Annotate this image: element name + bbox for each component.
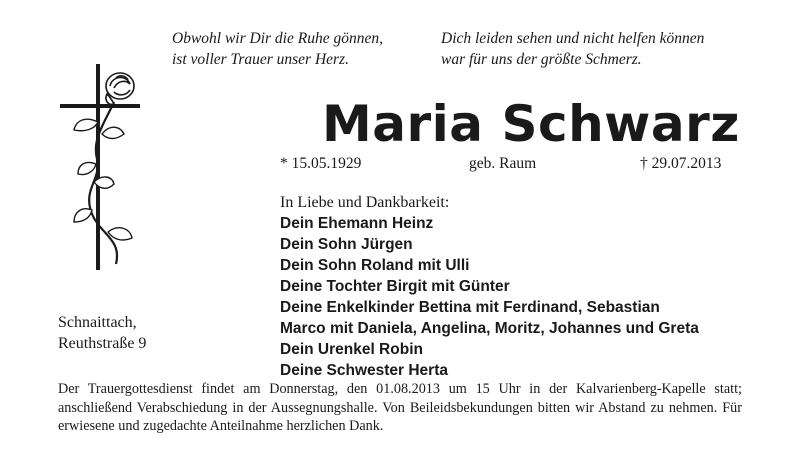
- mourner-line: Marco mit Daniela, Angelina, Moritz, Johannes und Greta: [280, 320, 699, 337]
- mourner-line: Dein Sohn Jürgen: [280, 236, 413, 253]
- mourners-intro: In Liebe und Dankbarkeit:: [280, 194, 450, 211]
- poem-left-line-2: ist voller Trauer unser Herz.: [172, 51, 349, 68]
- mourners-list: [280, 213, 699, 381]
- poem-right: [441, 28, 704, 70]
- poem-right-line-1: Dich leiden sehen und nicht helfen können: [441, 30, 705, 47]
- deceased-name: Maria Schwarz: [322, 95, 740, 153]
- mourner-line: Dein Ehemann Heinz: [280, 215, 434, 232]
- poem-left: [172, 28, 383, 70]
- maiden-name: geb. Raum: [469, 155, 537, 172]
- birth-date: * 15.05.1929: [280, 155, 362, 172]
- mourner-line: Dein Urenkel Robin: [280, 341, 423, 358]
- mourner-line: Deine Enkelkinder Bettina mit Ferdinand, Sebastian: [280, 299, 660, 316]
- mourner-line: Deine Tochter Birgit mit Günter: [280, 278, 510, 295]
- address-street: Reuthstraße 9: [58, 335, 147, 352]
- address: [58, 312, 146, 354]
- poem-right-line-2: war für uns der größte Schmerz.: [441, 51, 642, 68]
- poem-left-line-1: Obwohl wir Dir die Ruhe gönnen,: [172, 30, 383, 47]
- address-town: Schnaittach,: [58, 314, 137, 331]
- mourner-line: Dein Sohn Roland mit Ulli: [280, 257, 470, 274]
- death-date: † 29.07.2013: [640, 155, 722, 172]
- mourner-line: Deine Schwester Herta: [280, 362, 448, 379]
- service-notice: Der Trauergottesdienst findet am Donnerstag, den 01.08.2013 um 15 Uhr in der Kalvarienberg-Kapelle statt; anschließend Verabschiedung in der Aussegnungshalle. Von Beileidsbekundungen bitten wir Abstand zu nehmen. Für erwiesene und zugedachte Anteilnahme herzlichen Dank.: [58, 381, 742, 434]
- cross-with-rose-icon: [52, 64, 152, 274]
